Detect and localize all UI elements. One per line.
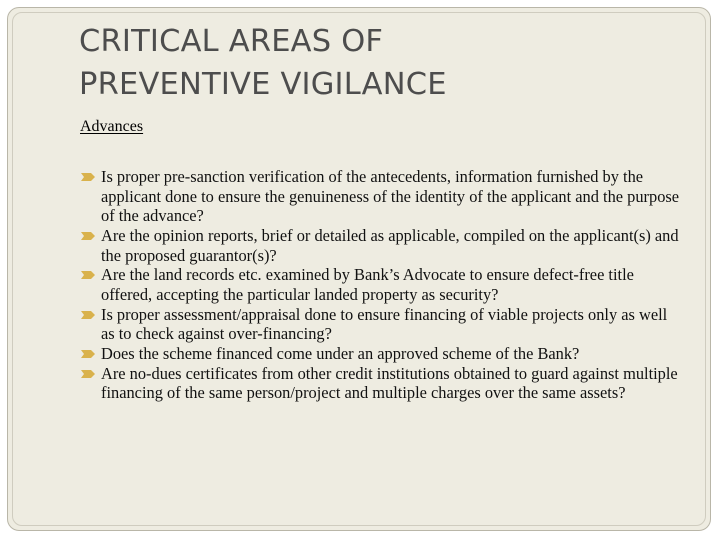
bullet-item [80,265,680,304]
bullet-item [80,167,680,226]
title-line-1: CRITICAL AREAS OF [79,24,384,59]
ribbon-bullet-icon [80,369,96,379]
bullet-item [80,305,680,344]
bullet-list [80,167,680,403]
bullet-text: Are the opinion reports, brief or detailed as applicable, compiled on the applicant(s) and the proposed guarantor(s)? [101,225,679,265]
ribbon-bullet-icon [80,349,96,359]
ribbon-bullet-icon [80,172,96,182]
bullet-item [80,364,680,403]
ribbon-bullet-icon [80,270,96,280]
bullet-item [80,344,680,364]
bullet-item [80,226,680,265]
ribbon-bullet-icon [80,310,96,320]
section-heading: Advances [80,118,144,135]
slide-title [79,20,679,106]
bullet-text: Are the land records etc. examined by Bank’s Advocate to ensure defect-free title offered, accepting the particular landed property as security? [101,265,634,304]
bullet-text: Is proper assessment/appraisal done to ensure financing of viable projects only as well as to check against over-financing? [101,304,668,344]
title-line-2: PREVENTIVE VIGILANCE [79,67,447,102]
bullet-text: Is proper pre-sanction verification of the antecedents, information furnished by the applicant done to ensure the genuineness of the identity of the applicant and the purpose of the advance? [101,167,680,226]
bullet-text: Are no-dues certificates from other credit institutions obtained to guard against multiple financing of the same person/project and multiple charges over the same assets? [101,363,678,403]
ribbon-bullet-icon [80,231,96,241]
bullet-text: Does the scheme financed come under an approved scheme of the Bank? [101,344,580,364]
